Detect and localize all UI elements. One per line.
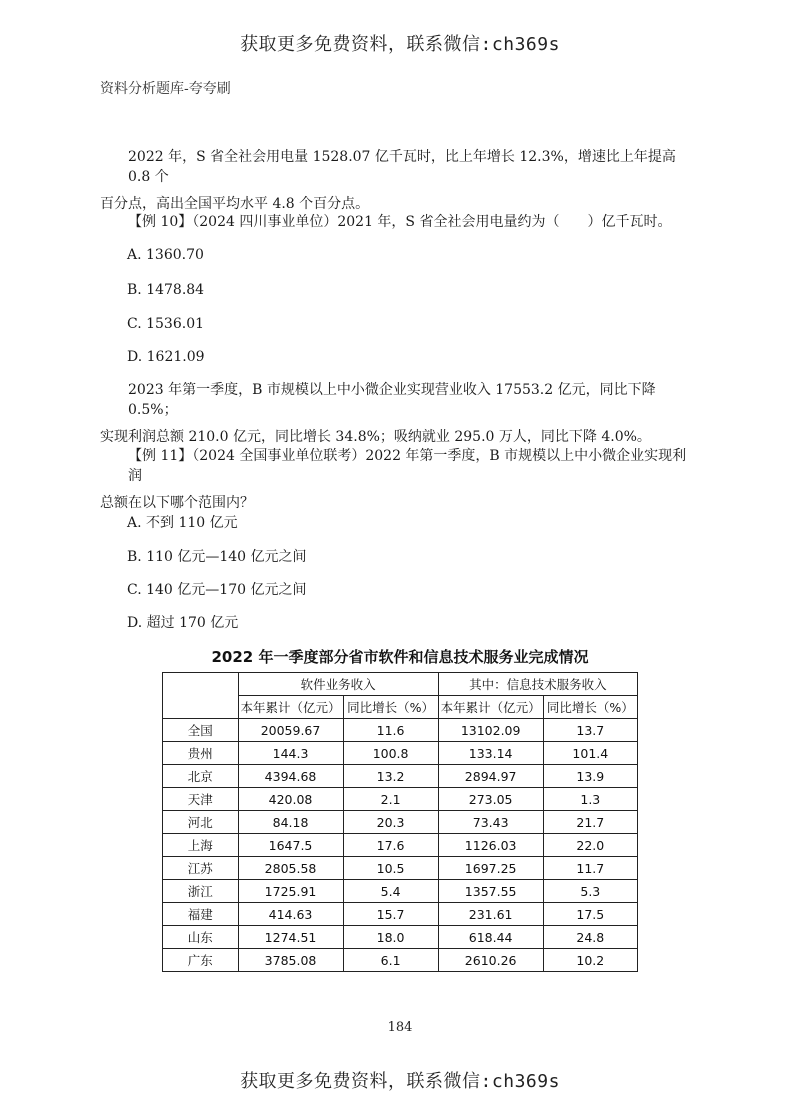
q10-option-a: A. 1360.70 <box>127 247 204 263</box>
watermark-banner-top: 获取更多免费资料，联系微信:ch369s <box>240 34 560 55</box>
subheader-cumulative: 本年累计（亿元） <box>438 696 543 719</box>
table-cell-region: 河北 <box>163 811 239 834</box>
table-row <box>163 788 638 811</box>
table-cell: 13.9 <box>543 765 637 788</box>
table-cell: 2610.26 <box>438 949 543 972</box>
table-cell: 22.0 <box>543 834 637 857</box>
table-row <box>163 903 638 926</box>
table-cell: 1274.51 <box>238 926 343 949</box>
question-11-stem <box>100 446 700 513</box>
question-10-stem <box>100 212 700 232</box>
table-cell: 1697.25 <box>438 857 543 880</box>
paragraph-electricity <box>100 147 700 214</box>
table-cell: 2805.58 <box>238 857 343 880</box>
table-row <box>163 834 638 857</box>
software-services-table <box>162 672 638 972</box>
table-cell: 4394.68 <box>238 765 343 788</box>
paragraph-line: 实现利润总额 210.0 亿元，同比增长 34.8%；吸纳就业 295.0 万人，同比下降 4.0%。 <box>100 429 651 445</box>
table-cell: 133.14 <box>438 742 543 765</box>
table-title: 2022 年一季度部分省市软件和信息技术服务业完成情况 <box>211 648 589 666</box>
table-cell-region: 全国 <box>163 719 239 742</box>
page-number: 184 <box>387 1020 413 1035</box>
question-line: 总额在以下哪个范围内？ <box>100 495 254 511</box>
subheader-cumulative: 本年累计（亿元） <box>238 696 343 719</box>
table-cell: 100.8 <box>343 742 438 765</box>
table-row <box>163 949 638 972</box>
table-cell: 13102.09 <box>438 719 543 742</box>
table-cell: 1357.55 <box>438 880 543 903</box>
table-cell: 20.3 <box>343 811 438 834</box>
table-cell: 6.1 <box>343 949 438 972</box>
table-cell: 84.18 <box>238 811 343 834</box>
table-cell: 1647.5 <box>238 834 343 857</box>
table-cell: 20059.67 <box>238 719 343 742</box>
q11-option-b: B. 110 亿元—140 亿元之间 <box>127 549 307 565</box>
subheader-growth: 同比增长（%） <box>543 696 637 719</box>
table-row <box>163 742 638 765</box>
table-cell: 10.5 <box>343 857 438 880</box>
table-cell: 1.3 <box>543 788 637 811</box>
table-cell: 11.6 <box>343 719 438 742</box>
table-row <box>163 811 638 834</box>
document-subtitle: 资料分析题库-夸夸刷 <box>100 81 231 97</box>
table-cell: 13.7 <box>543 719 637 742</box>
question-line: 【例 10】（2024 四川事业单位）2021 年，S 省全社会用电量约为（ ）亿千瓦时。 <box>128 214 672 230</box>
table-row <box>163 880 638 903</box>
table-cell: 414.63 <box>238 903 343 926</box>
q11-option-c: C. 140 亿元—170 亿元之间 <box>127 582 307 598</box>
table-cell: 73.43 <box>438 811 543 834</box>
table-row <box>163 765 638 788</box>
table-cell: 144.3 <box>238 742 343 765</box>
table-cell: 5.3 <box>543 880 637 903</box>
table-cell: 420.08 <box>238 788 343 811</box>
table-cell: 24.8 <box>543 926 637 949</box>
table-cell-region: 广东 <box>163 949 239 972</box>
header-region <box>163 673 239 719</box>
question-line: 【例 11】（2024 全国事业单位联考）2022 年第一季度，B 市规模以上中小微企业实现利润 <box>128 448 687 484</box>
table-cell: 18.0 <box>343 926 438 949</box>
table-cell-region: 山东 <box>163 926 239 949</box>
table-body <box>163 719 638 972</box>
paragraph-line: 2023 年第一季度，B 市规模以上中小微企业实现营业收入 17553.2 亿元，同比下降 0.5%； <box>128 382 656 418</box>
table-row <box>163 926 638 949</box>
table-cell-region: 上海 <box>163 834 239 857</box>
table-cell: 618.44 <box>438 926 543 949</box>
table-cell: 3785.08 <box>238 949 343 972</box>
table-cell-region: 贵州 <box>163 742 239 765</box>
table-cell: 11.7 <box>543 857 637 880</box>
paragraph-line: 2022 年，S 省全社会用电量 1528.07 亿千瓦时，比上年增长 12.3%，增速比上年提高 0.8 个 <box>128 149 676 185</box>
table-cell-region: 江苏 <box>163 857 239 880</box>
table-cell: 10.2 <box>543 949 637 972</box>
q10-option-c: C. 1536.01 <box>127 316 205 332</box>
table-cell: 1725.91 <box>238 880 343 903</box>
table-row <box>163 719 638 742</box>
q10-option-b: B. 1478.84 <box>127 282 205 298</box>
subheader-growth: 同比增长（%） <box>343 696 438 719</box>
table-cell: 273.05 <box>438 788 543 811</box>
table-cell: 101.4 <box>543 742 637 765</box>
table-cell: 17.6 <box>343 834 438 857</box>
q11-option-a: A. 不到 110 亿元 <box>127 515 238 531</box>
table-cell: 17.5 <box>543 903 637 926</box>
table-cell-region: 福建 <box>163 903 239 926</box>
table-row <box>163 857 638 880</box>
table-cell-region: 浙江 <box>163 880 239 903</box>
table-cell: 1126.03 <box>438 834 543 857</box>
table-cell: 13.2 <box>343 765 438 788</box>
header-software-revenue: 软件业务收入 <box>238 673 438 696</box>
table-cell-region: 天津 <box>163 788 239 811</box>
table-cell: 2894.97 <box>438 765 543 788</box>
q11-option-d: D. 超过 170 亿元 <box>127 615 239 631</box>
table-cell: 231.61 <box>438 903 543 926</box>
table-cell: 5.4 <box>343 880 438 903</box>
paragraph-b-city <box>100 380 700 447</box>
header-it-services-revenue: 其中：信息技术服务收入 <box>438 673 637 696</box>
table-cell: 2.1 <box>343 788 438 811</box>
table-header-row <box>163 673 638 696</box>
table-cell: 21.7 <box>543 811 637 834</box>
table-cell: 15.7 <box>343 903 438 926</box>
paragraph-line: 百分点，高出全国平均水平 4.8 个百分点。 <box>100 196 370 212</box>
table-cell-region: 北京 <box>163 765 239 788</box>
watermark-banner-bottom: 获取更多免费资料，联系微信:ch369s <box>240 1071 560 1092</box>
q10-option-d: D. 1621.09 <box>127 349 205 365</box>
